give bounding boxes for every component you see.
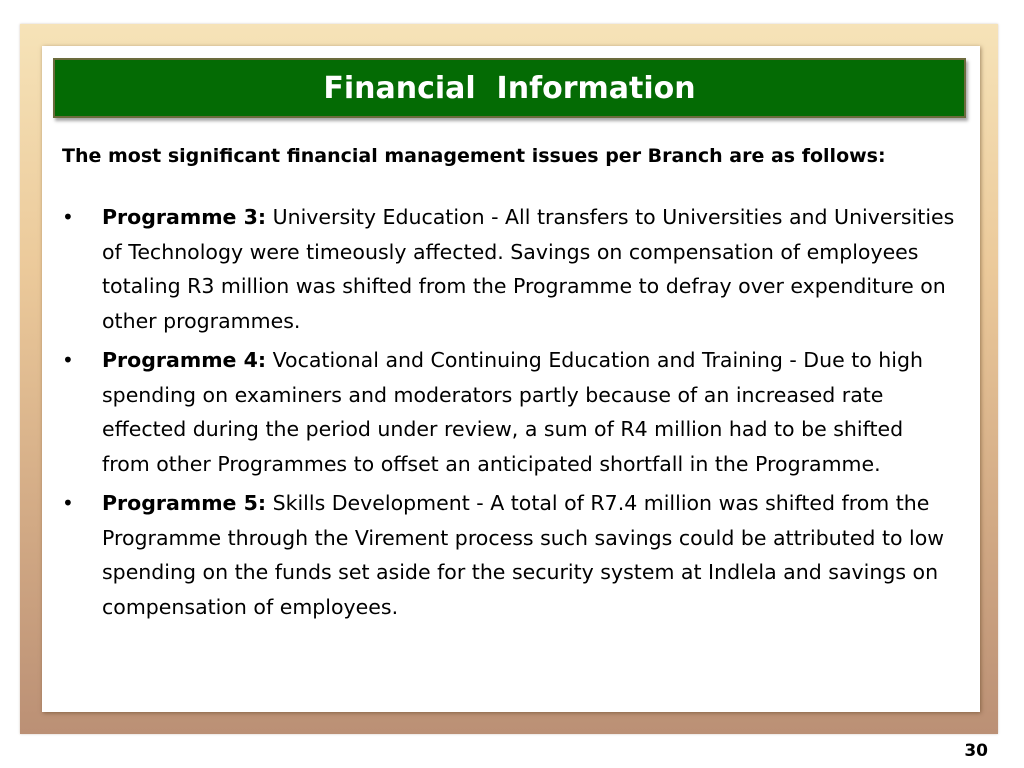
bullet-text: Skills Development - A total of R7.4 million was shifted from the Programme through the Virement process such savings could be attributed to low spending on the funds set aside for the security system at Indlela and savings on compensation of employees. [102,491,945,619]
page-number: 30 [964,741,988,761]
bullet-item-programme-5 [62,486,957,624]
bullet-item-programme-4 [62,343,957,481]
bullet-icon: • [62,491,74,515]
bullet-label: Programme 4: [102,348,267,372]
bullet-icon: • [62,348,74,372]
bullet-icon: • [62,205,74,229]
bullet-text: University Education - All transfers to Universities and Universities of Technology were timeously affected. Savings on compensation of employees totaling R3 million was shifted from the Programme to defray over expenditure on other programmes. [102,205,955,333]
slide-title: Financial Information [323,70,696,106]
bullet-text: Vocational and Continuing Education and Training - Due to high spending on examiners and moderators partly because of an increased rate effected during the period under review, a sum of R4 million had to be shifted from other Programmes to offset an anticipated shortfall in the Programme. [102,348,923,476]
bullet-item-programme-3 [62,200,957,338]
title-bar [53,58,966,118]
bullet-label: Programme 5: [102,491,267,515]
bullet-list [62,200,957,629]
bullet-label: Programme 3: [102,205,267,229]
slide-subtitle: The most significant financial management issues per Branch are as follows: [62,145,886,167]
